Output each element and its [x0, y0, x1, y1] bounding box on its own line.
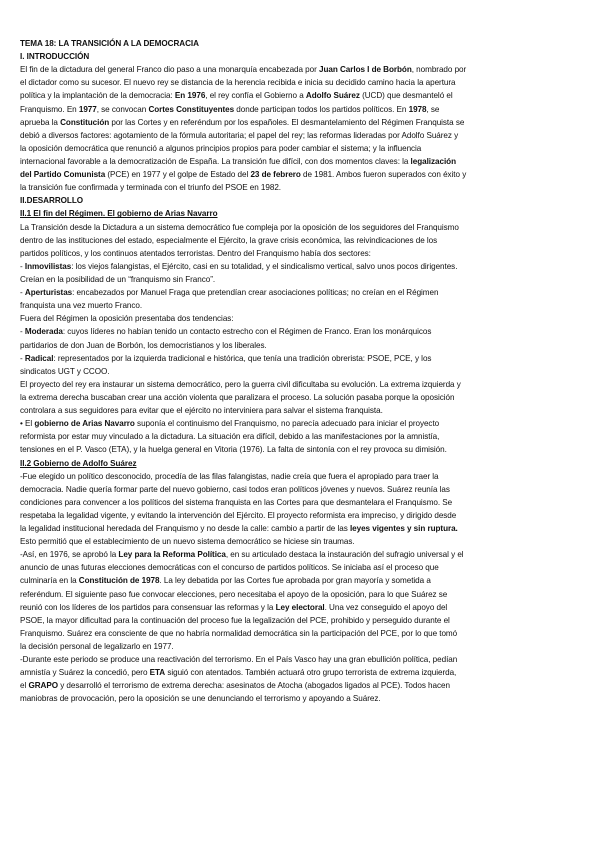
text-segment: debió a diversos factores: agotamiento de la fórmula autoritaria; el papel del rey; las reformas lideradas por Adolfo Suárez y: [20, 130, 459, 140]
section-subheading: [20, 207, 582, 220]
text-segment: II.DESARROLLO: [20, 196, 83, 206]
text-line: [20, 181, 582, 194]
text-segment: , el rey confía el Gobierno a: [205, 91, 306, 101]
text-line: [20, 692, 582, 705]
text-segment: partidos políticos, y los continuos atentados terroristas. Dentro del Franquismo había dos sectores:: [20, 248, 371, 258]
text-segment: Fuera del Régimen la oposición presentaba dos tendencias:: [20, 314, 234, 324]
document-page: [20, 37, 582, 706]
document-title: [20, 37, 582, 50]
text-line: [20, 548, 582, 561]
bold-term: Cortes Constituyentes: [148, 104, 235, 114]
text-segment: II.1 El fin del Régimen. El gobierno de Arias Navarro: [20, 209, 218, 219]
text-segment: franquista una vez muerto Franco.: [20, 301, 143, 311]
text-segment: II.2 Gobierno de Adolfo Suárez: [20, 458, 137, 468]
text-segment: la decisión personal de legalizarlo en 1977.: [20, 642, 174, 652]
text-line: [20, 221, 582, 234]
text-segment: sindicatos UGT y CCOO.: [20, 366, 110, 376]
bold-term: Ley electoral: [275, 602, 325, 612]
bold-term: Aperturistas: [24, 288, 73, 298]
text-segment: reformista por estar muy vinculado a la dictadura. La situación era difícil, debido a las manifestaciones por la amnistía,: [20, 432, 440, 442]
text-line: [20, 103, 582, 116]
text-line: [20, 666, 582, 679]
bold-term: Juan Carlos I de Borbón: [319, 65, 412, 75]
text-line: [20, 129, 582, 142]
text-segment: (PCE) en 1977 y el golpe de Estado del: [105, 170, 251, 180]
text-segment: partidarios de don Juan de Borbón, los democristianos y los liberales.: [20, 340, 267, 350]
text-segment: : representados por la izquierda tradicional e histórica, que tenía una tradición obrerista: PSOE, PCE, y los: [53, 353, 432, 363]
text-line: [20, 247, 582, 260]
text-line: [20, 574, 582, 587]
text-line: [20, 352, 582, 365]
section-heading: [20, 50, 582, 63]
text-line: [20, 496, 582, 509]
text-segment: amnistía y Suárez la concedió, pero: [20, 668, 150, 678]
text-line: [20, 299, 582, 312]
text-segment: -: [20, 327, 25, 337]
text-segment: referéndum. El siguiente paso fue convocar elecciones, pero necesitaba el apoyo de la oposición, para lo que Suárez se: [20, 589, 448, 599]
text-segment: , se convocan: [96, 104, 149, 114]
text-segment: política y la implantación de la democracia:: [20, 91, 175, 101]
text-segment: • El: [20, 419, 35, 429]
text-segment: Franquismo. Suárez era consciente de que no habría normalidad democrática sin la participación del PCE, por lo que tomó: [20, 628, 458, 638]
text-segment: Esto permitió que el establecimiento de un nuevo sistema democrático se hiciese sin traumas.: [20, 537, 355, 547]
text-line: [20, 679, 582, 692]
text-line: [20, 116, 582, 129]
text-segment: el: [20, 681, 29, 691]
text-segment: -: [20, 288, 25, 298]
text-line: [20, 63, 582, 76]
text-line: [20, 601, 582, 614]
text-segment: suponía el continuismo del Franquismo, no parecía adecuado para iniciar el proyecto: [134, 419, 440, 429]
text-segment: -: [20, 353, 25, 363]
section-subheading: [20, 457, 582, 470]
text-segment: por las Cortes y en referéndum por los españoles. El desmantelamiento del Régimen Franquista se: [109, 117, 465, 127]
text-line: [20, 417, 582, 430]
text-segment: donde participan todos los partidos políticos. En: [234, 104, 409, 114]
text-line: [20, 365, 582, 378]
text-segment: TEMA 18: LA TRANSICIÓN A LA DEMOCRACIA: [20, 39, 199, 48]
text-line: [20, 260, 582, 273]
text-line: [20, 339, 582, 352]
text-line: [20, 588, 582, 601]
bold-term: del Partido Comunista: [20, 170, 106, 180]
text-segment: y desarrolló el terrorismo de extrema derecha: asesinatos de Atocha (abogados ligados al PCE). Todos hacen: [57, 681, 450, 691]
text-segment: aprueba la: [20, 117, 61, 127]
text-segment: (UCD) que desmanteló el: [359, 91, 453, 101]
text-segment: tensiones en el P. Vasco (ETA), y la huelga general en Vitoria (1976). La falta de sintonía con el rey provoca su dimisión.: [20, 445, 447, 455]
text-line: [20, 234, 582, 247]
text-segment: -Fue elegido un político desconocido, procedía de las filas falangistas, nadie creía que fuera el apropiado para traer la: [20, 471, 439, 481]
text-segment: maniobras de provocación, pero la oposición se une denunciando el terrorismo y apoyando a Suárez.: [20, 694, 381, 704]
bold-term: ETA: [149, 668, 166, 678]
bold-term: 23 de febrero: [250, 170, 301, 180]
bold-term: Inmovilistas: [24, 261, 72, 271]
text-segment: culminaría en la: [20, 576, 79, 586]
bold-term: Constitución: [60, 117, 110, 127]
text-line: [20, 509, 582, 522]
text-line: [20, 142, 582, 155]
bold-term: legalización: [410, 156, 457, 166]
bold-term: Moderada: [24, 327, 63, 337]
text-segment: anuncio de unas futuras elecciones democráticas con el concurso de partidos políticos. Se iniciaba así el proceso que: [20, 563, 439, 573]
text-line: [20, 627, 582, 640]
bold-term: GRAPO: [28, 681, 58, 691]
text-line: [20, 614, 582, 627]
text-line: [20, 391, 582, 404]
text-segment: -Durante este periodo se produce una reactivación del terrorismo. En el País Vasco hay una gran ebullición política, pedían: [20, 655, 458, 665]
bold-term: leyes vigentes y sin ruptura.: [349, 524, 458, 534]
text-segment: La Transición desde la Dictadura a un sistema democrático fue compleja por la oposición de los seguidores del Franquismo: [20, 222, 459, 232]
text-segment: El fin de la dictadura del general Franco dio paso a una monarquía encabezada por: [20, 65, 319, 75]
text-line: [20, 483, 582, 496]
text-segment: Creían en la posibilidad de un “franquismo sin Franco”.: [20, 274, 216, 284]
bold-term: Ley para la Reforma Política: [118, 550, 226, 560]
text-segment: internacional favorable a la democratización de España. La transición fue difícil, con dos momentos claves: la: [20, 156, 411, 166]
bold-term: 1977: [78, 104, 97, 114]
text-segment: la oposición democrática que renunció a algunos principios propios para poder cambiar el sistema; y la influencia: [20, 143, 422, 153]
text-line: [20, 378, 582, 391]
text-line: [20, 522, 582, 535]
text-segment: democracia. Nadie quería formar parte del nuevo gobierno, casi todos eran políticos jóvenes y nuevos. Suárez reunía las: [20, 484, 450, 494]
text-segment: : encabezados por Manuel Fraga que pretendían crear asociaciones políticas; no creían en el Régimen: [72, 288, 439, 298]
text-line: [20, 535, 582, 548]
text-line: [20, 470, 582, 483]
text-segment: la transición fue confirmada y terminada con el triunfo del PSOE en 1982.: [20, 183, 282, 193]
text-segment: PSOE, la mayor dificultad para la continuación del proceso fue la legalización del PCE, prohibido y perseguido durante el: [20, 615, 450, 625]
text-segment: : los viejos falangistas, el Ejército, casi en su totalidad, y el sindicalismo vertical, salvo unos pocos dirigentes.: [71, 261, 458, 271]
text-segment: -Así, en 1976, se aprobó la: [20, 550, 119, 560]
text-segment: -: [20, 261, 25, 271]
text-segment: , nombrado por: [411, 65, 467, 75]
text-line: [20, 89, 582, 102]
bold-term: En 1976: [174, 91, 206, 101]
text-line: [20, 325, 582, 338]
text-segment: . La ley debatida por las Cortes fue aprobada por gran mayoría y sometida a: [159, 576, 431, 586]
text-line: [20, 404, 582, 417]
bold-term: Radical: [24, 353, 54, 363]
text-segment: la extrema derecha buscaban crear una acción violenta que paralizara el proceso. La solución pasaba porque la oposición: [20, 392, 455, 402]
text-line: [20, 76, 582, 89]
text-line: [20, 155, 582, 168]
text-segment: dentro de las instituciones del estado, especialmente el Ejército, la grave crisis económica, las reivindicaciones de los: [20, 235, 438, 245]
text-segment: de 1981. Ambos fueron superados con éxito y: [300, 170, 467, 180]
text-segment: El proyecto del rey era instaurar un sistema democrático, pero la guerra civil dificultaba su evolución. La extrema izquierda y: [20, 379, 461, 389]
text-segment: la legalidad institucional heredada del Franquismo y no desde la calle: cambio a partir de las: [20, 524, 350, 534]
text-segment: condiciones para convencer a los políticos del sistema franquista en las Cortes para que desmantelara el Franquismo. Se: [20, 497, 453, 507]
text-segment: I. INTRODUCCIÓN: [20, 52, 90, 62]
text-segment: reunió con los líderes de los partidos para consensuar las reformas y la: [20, 602, 276, 612]
section-heading: [20, 194, 582, 207]
text-segment: . Una vez conseguido el apoyo del: [324, 602, 448, 612]
text-segment: siguió con atentados. También actuará otro grupo terrorista de extrema izquierda,: [165, 668, 457, 678]
text-line: [20, 561, 582, 574]
text-line: [20, 168, 582, 181]
bold-term: Adolfo Suárez: [305, 91, 360, 101]
bold-term: Constitución de 1978: [78, 576, 160, 586]
text-segment: , en su articulado destaca la instauración del sufragio universal y el: [225, 550, 464, 560]
text-line: [20, 653, 582, 666]
text-line: [20, 312, 582, 325]
text-segment: el dictador como su sucesor. El nuevo rey se distancia de la herencia recibida e inicia su decidido camino hacia la apertura: [20, 78, 456, 88]
text-segment: , se: [426, 104, 440, 114]
bold-term: 1978: [408, 104, 427, 114]
bold-term: gobierno de Arias Navarro: [34, 419, 135, 429]
text-line: [20, 640, 582, 653]
text-segment: : cuyos líderes no habían tenido un contacto estrecho con el Régimen de Franco. Eran los monárquicos: [62, 327, 432, 337]
text-line: [20, 430, 582, 443]
text-segment: respetaba la legalidad vigente, y evitando la intervención del Ejército. El proyecto reformista era impreciso, y dirigido desde: [20, 510, 457, 520]
text-line: [20, 286, 582, 299]
text-segment: controlara a sus seguidores para evitar que el ejército no interviniera para salvar el sistema franquista.: [20, 406, 383, 416]
text-line: [20, 273, 582, 286]
text-line: [20, 443, 582, 456]
text-segment: Franquismo. En: [20, 104, 79, 114]
